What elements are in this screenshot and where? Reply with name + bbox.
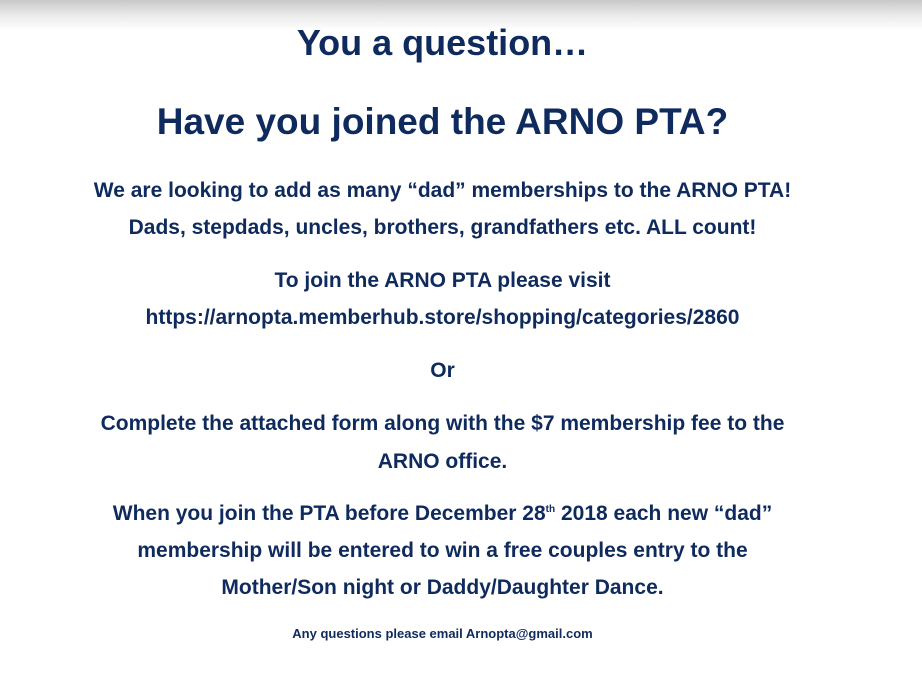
subheading: Have you joined the ARNO PTA?	[156, 101, 729, 142]
paragraph4-line1-after: 2018 each new “dad”	[555, 502, 773, 525]
paragraph4-line3: Mother/Son night or Daddy/Daughter Dance.	[221, 576, 664, 599]
paragraph4-line2: membership will be entered to win a free couples entry to the	[137, 539, 748, 562]
footer-email: Any questions please email Arnopta@gmail.com	[292, 626, 593, 641]
heading: You a question…	[296, 22, 589, 63]
paragraph3-line2: ARNO office.	[377, 450, 508, 473]
paragraph1-line1: We are looking to add as many “dad” memberships to the ARNO PTA!	[93, 179, 792, 202]
paragraph4-line1-before: When you join the PTA before December 28	[112, 502, 546, 525]
paragraph3-line1: Complete the attached form along with the $7 membership fee to the	[100, 412, 785, 435]
paragraph4-line1	[0, 502, 885, 526]
ordinal-suffix: th	[545, 504, 556, 515]
or-text: Or	[430, 359, 455, 382]
paragraph2-line1: To join the ARNO PTA please visit	[274, 269, 611, 292]
paragraph1-line2: Dads, stepdads, uncles, brothers, grandfathers etc. ALL count!	[128, 216, 757, 239]
membership-link[interactable]: https://arnopta.memberhub.store/shopping/categories/2860	[145, 306, 740, 329]
